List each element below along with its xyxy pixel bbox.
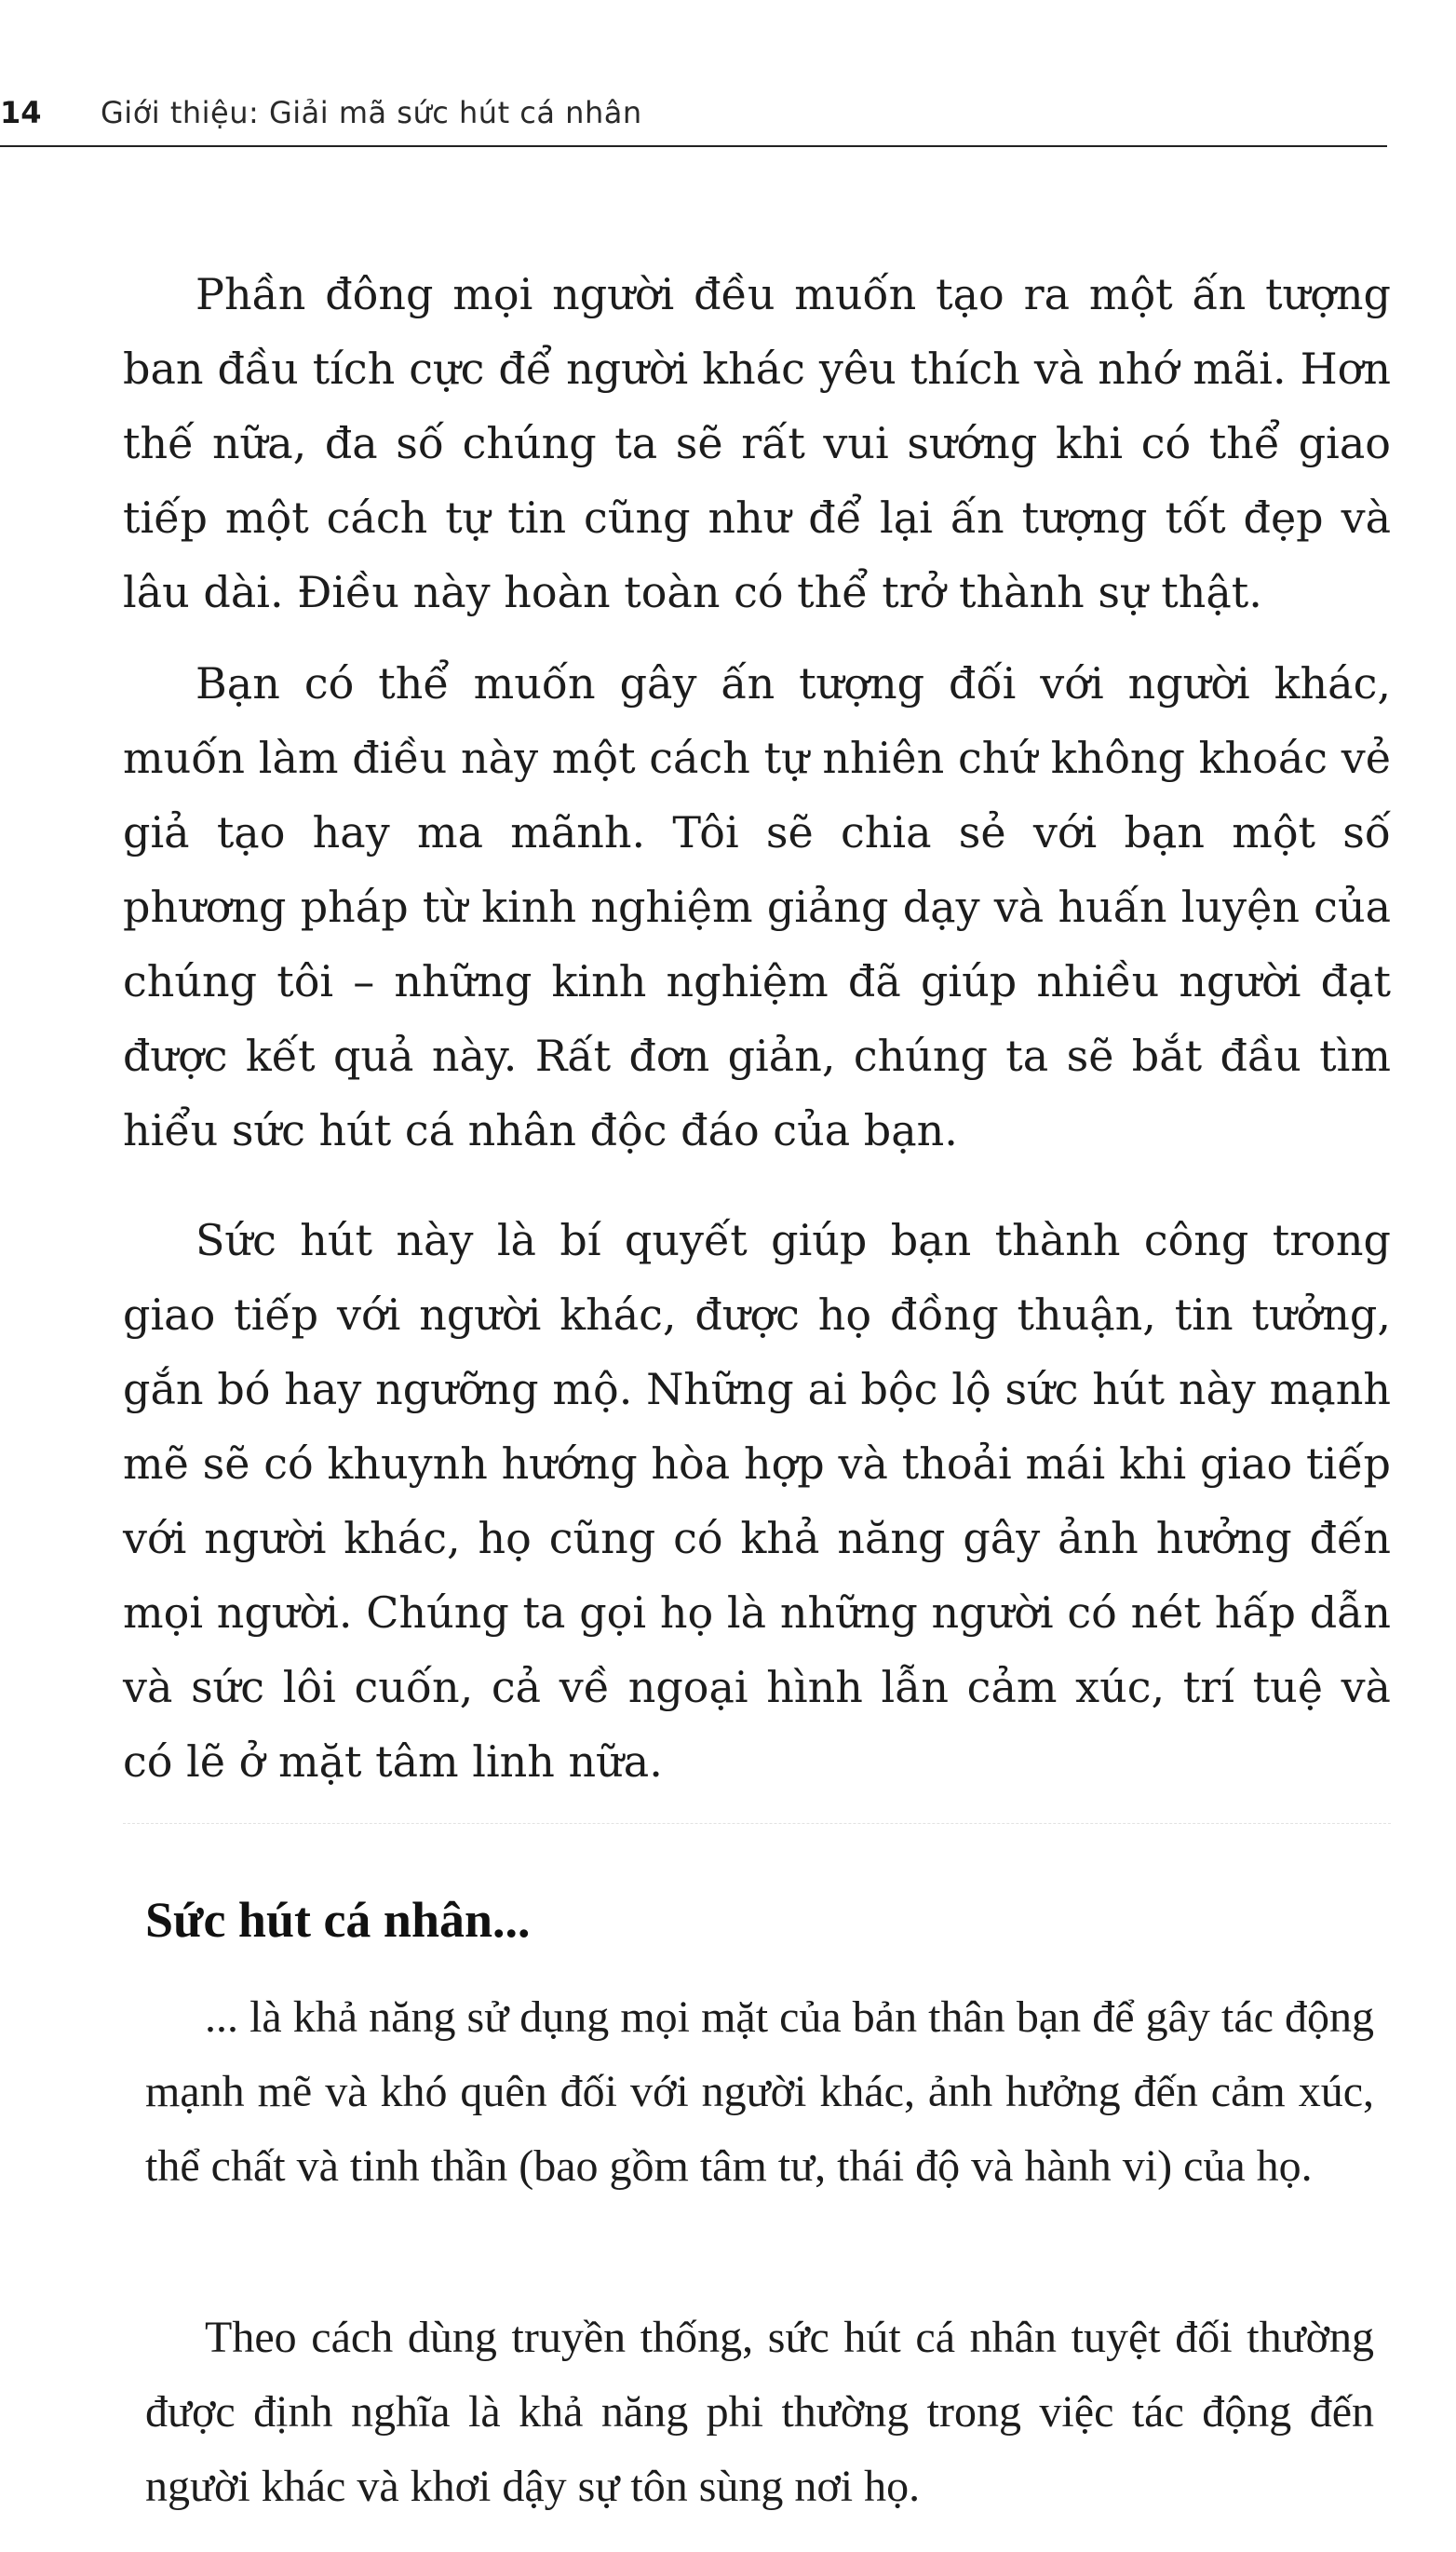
- header-rule: [0, 145, 1387, 147]
- running-head: Giới thiệu: Giải mã sức hút cá nhân: [101, 95, 642, 130]
- page-number: 14: [0, 95, 42, 130]
- box-paragraph-2: Theo cách dùng truyền thống, sức hút cá nhân tuyệt đối thường được định nghĩa là khả năng phi thường trong việc tác động đến người khác và khơi dậy sự tôn sùng nơi họ.: [145, 2313, 1374, 2511]
- body-paragraph-3: Sức hút này là bí quyết giúp bạn thành công trong giao tiếp với người khác, được họ đồng thuận, tin tưởng, gắn bó hay ngưỡng mộ. Những ai bộc lộ sức hút này mạnh mẽ sẽ có khuynh hướng hòa hợp và thoải mái khi giao tiếp với người khác, họ cũng có khả năng gây ảnh hưởng đến mọi người. Chúng ta gọi họ là những người có nét hấp dẫn và sức lôi cuốn, cả về ngoại hình lẫn cảm xúc, trí tuệ và có lẽ ở mặt tâm linh nữa.: [123, 1215, 1391, 1787]
- body-paragraph-1: Phần đông mọi người đều muốn tạo ra một ấn tượng ban đầu tích cực để người khác yêu thích và nhớ mãi. Hơn thế nữa, đa số chúng ta sẽ rất vui sướng khi có thể giao tiếp một cách tự tin cũng như để lại ấn tượng tốt đẹp và lâu dài. Điều này hoàn toàn có thể trở thành sự thật.: [123, 269, 1391, 617]
- box-heading: Sức hút cá nhân...: [145, 1892, 531, 1948]
- box-paragraph-1: ... là khả năng sử dụng mọi mặt của bản thân bạn để gây tác động mạnh mẽ và khó quên đối với người khác, ảnh hưởng đến cảm xúc, thể chất và tinh thần (bao gồm tâm tư, thái độ và hành vi) của họ.: [145, 1992, 1374, 2191]
- body-paragraph-2: Bạn có thể muốn gây ấn tượng đối với người khác, muốn làm điều này một cách tự nhiên chứ không khoác vẻ giả tạo hay ma mãnh. Tôi sẽ chia sẻ với bạn một số phương pháp từ kinh nghiệm giảng dạy và huấn luyện của chúng tôi – những kinh nghiệm đã giúp nhiều người đạt được kết quả này. Rất đơn giản, chúng ta sẽ bắt đầu tìm hiểu sức hút cá nhân độc đáo của bạn.: [123, 658, 1391, 1155]
- definition-box: [123, 1823, 1391, 2552]
